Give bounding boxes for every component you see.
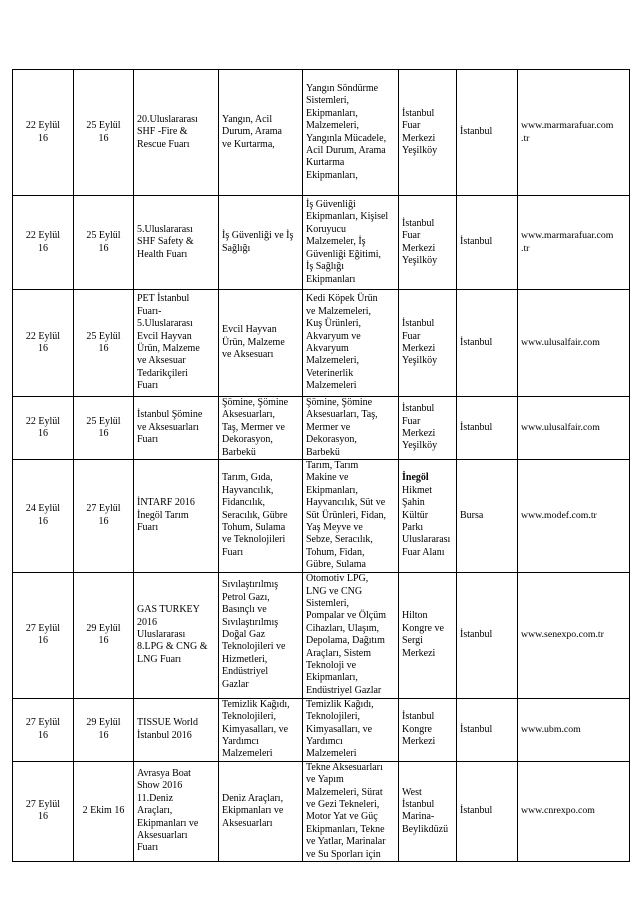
cell-text-line: 22 Eylül xyxy=(25,230,61,242)
cell-text-line: Fuar xyxy=(402,230,421,242)
cell-text-line: Yangın Söndürme xyxy=(306,82,379,94)
cell-text-line: İstanbul xyxy=(460,723,493,735)
cell-text-line: Barbekü xyxy=(306,446,340,458)
city-cell xyxy=(457,397,518,460)
cell-text-line: Malzemeleri xyxy=(306,380,357,392)
cell-text-line: West xyxy=(402,786,422,798)
cell-text-line: İstanbul xyxy=(460,126,493,138)
product-groups-cell xyxy=(303,70,399,196)
cell-text-line: 16 xyxy=(38,428,48,440)
cell-text-line: Ekipmanları ve xyxy=(137,817,199,829)
cell-text-line: Güvenliği Eğitimi, xyxy=(306,248,381,260)
cell-text-line: Fuarı xyxy=(222,546,244,558)
cell-text-line: İstanbul xyxy=(460,628,493,640)
website-cell xyxy=(518,460,630,573)
cell-text-line: 29 Eylül xyxy=(86,717,121,729)
end-date-cell xyxy=(74,196,134,290)
table-row xyxy=(13,397,630,460)
cell-text-line: Ekipmanları, Kişisel xyxy=(306,211,389,223)
end-date-cell xyxy=(74,460,134,573)
cell-text-line: Merkezi xyxy=(402,428,436,440)
cell-text-line: 16 xyxy=(98,242,109,254)
venue-cell xyxy=(399,698,457,761)
cell-text-line: Tedarikçileri xyxy=(137,367,188,379)
cell-text-line: 16 xyxy=(98,729,109,741)
venue-bold-line: İnegöl xyxy=(402,472,429,484)
cell-text-line: İstanbul xyxy=(460,805,493,817)
cell-text-line: Fuar xyxy=(402,330,421,342)
cell-text-line: 2016 xyxy=(137,616,157,628)
cell-text-line: Ürün, Malzeme xyxy=(137,343,200,354)
cell-text-line: 16 xyxy=(38,242,48,254)
product-groups-cell xyxy=(303,761,399,861)
cell-text-line: 16 xyxy=(38,515,48,527)
cell-text-line: ve Gezi Tekneleri, xyxy=(306,798,380,810)
fair-name-cell xyxy=(134,572,219,698)
cell-text-line: Sistemleri, xyxy=(306,597,350,609)
cell-text-line: ve Yapım xyxy=(306,774,344,786)
cell-text-line: Sergi xyxy=(402,635,423,647)
cell-text-line: İş Güvenliği xyxy=(306,199,356,211)
cell-text-line: Yardımcı xyxy=(222,735,259,747)
cell-text-line: 16 xyxy=(98,428,109,440)
cell-text-line: Merkezi xyxy=(402,647,436,659)
fair-topic-cell xyxy=(219,761,303,861)
cell-text-line: Uluslararası xyxy=(402,534,451,546)
cell-text-line: ve Yatlar, Marinalar xyxy=(306,836,386,848)
cell-text-line: ve Aksesuar xyxy=(137,355,186,367)
cell-text-line: Hilton xyxy=(402,610,428,622)
cell-text-line: Barbekü xyxy=(222,446,256,458)
cell-text-line: Akvaryum xyxy=(306,343,349,354)
cell-text-line: Doğal Gaz xyxy=(222,628,266,640)
cell-text-line: İstanbul xyxy=(460,421,493,433)
cell-text-line: LNG Fuarı xyxy=(137,653,182,665)
cell-text-line: Endüstriyel xyxy=(222,666,269,678)
cell-text-line: İnegöl Tarım xyxy=(137,509,189,521)
cell-text-line: Fuarı- xyxy=(137,305,162,317)
cell-text-line: Show 2016 xyxy=(137,780,183,792)
cell-text-line: Yangın, Acil xyxy=(222,113,273,125)
cell-text-line: ve Aksesuarları xyxy=(137,421,199,433)
cell-text-line: Taş, Mermer ve xyxy=(222,421,285,433)
table-row xyxy=(13,290,630,397)
cell-text-line: İstanbul xyxy=(402,107,435,119)
table-row xyxy=(13,196,630,290)
cell-text-line: 22 Eylül xyxy=(25,330,61,342)
cell-text-line: 22 Eylül xyxy=(25,120,61,132)
cell-text-line: Merkezi xyxy=(402,242,436,254)
cell-text-line: Kongre ve xyxy=(402,622,444,634)
cell-text-line: Gazlar xyxy=(222,678,249,690)
cell-text-line: Motor Yat ve Güç xyxy=(306,811,378,823)
cell-text-line: Fuarı xyxy=(137,434,159,446)
start-date-cell xyxy=(13,70,74,196)
cell-text-line: 16 xyxy=(38,132,48,144)
cell-text-line: www.senexpo.com.tr xyxy=(521,628,604,640)
cell-text-line: İstanbul xyxy=(460,336,493,348)
cell-text-line: Dekorasyon, xyxy=(222,434,273,446)
cell-text-line: Ekipmanları, xyxy=(306,672,358,684)
cell-text-line: Sıvılaştırılmış xyxy=(222,579,279,591)
cell-text-line: 16 xyxy=(98,515,109,527)
fair-topic-cell xyxy=(219,698,303,761)
cell-text-line: 24 Eylül xyxy=(25,503,61,515)
fair-name-cell xyxy=(134,70,219,196)
cell-text-line: Şömine, Şömine xyxy=(306,397,373,408)
fair-name-cell xyxy=(134,397,219,460)
table-row xyxy=(13,572,630,698)
fair-topic-cell xyxy=(219,572,303,698)
city-cell xyxy=(457,290,518,397)
product-groups-cell xyxy=(303,196,399,290)
cell-text-line: Ekipmanları, xyxy=(306,169,358,181)
cell-text-line: Mermer ve xyxy=(306,421,351,433)
cell-text-line: İstanbul xyxy=(402,711,435,723)
fair-topic-cell xyxy=(219,70,303,196)
cell-text-line: Basınçlı ve xyxy=(222,604,267,616)
cell-text-line: Kurtarma xyxy=(306,157,345,169)
cell-text-line: İNTARF 2016 xyxy=(137,497,195,509)
end-date-cell xyxy=(74,290,134,397)
cell-text-line: TISSUE World xyxy=(137,717,198,729)
cell-text-line: Petrol Gazı, xyxy=(222,591,270,603)
website-cell xyxy=(518,761,630,861)
cell-text-line: İstanbul 2016 xyxy=(137,729,192,741)
cell-text-line: 16 xyxy=(98,343,109,354)
fair-topic-cell xyxy=(219,290,303,397)
cell-text-line: Teknolojileri, xyxy=(222,711,277,723)
cell-text-line: Ekipmanları, Tekne xyxy=(306,823,385,835)
fair-name-cell xyxy=(134,196,219,290)
cell-text-line: 27 Eylül xyxy=(25,717,61,729)
start-date-cell xyxy=(13,572,74,698)
cell-text-line: Malzemeleri xyxy=(306,748,357,760)
cell-text-line: www.ulusalfair.com xyxy=(521,336,600,348)
start-date-cell xyxy=(13,290,74,397)
cell-text-line: Kuş Ürünleri, xyxy=(306,318,361,330)
cell-text-line: Yeşilköy xyxy=(402,144,438,156)
start-date-cell xyxy=(13,698,74,761)
city-cell xyxy=(457,761,518,861)
cell-text-line: İstanbul Şömine xyxy=(137,409,203,421)
cell-text-line: Fidancılık, xyxy=(222,497,266,509)
cell-text-line: Aksesuarları, Taş, xyxy=(306,409,378,421)
cell-text-line: LNG ve CNG xyxy=(306,585,363,597)
fair-name-cell xyxy=(134,698,219,761)
cell-text-line: 8.LPG & CNG & xyxy=(137,641,208,653)
cell-text-line: SHF -Fire & xyxy=(137,126,188,138)
cell-text-line: Merkezi xyxy=(402,132,436,144)
city-cell xyxy=(457,572,518,698)
cell-text-line: 22 Eylül xyxy=(25,415,61,427)
cell-text-line: ve Kurtarma, xyxy=(222,138,275,150)
cell-text-line: Beylikdüzü xyxy=(402,823,449,835)
cell-text-line: GAS TURKEY xyxy=(137,604,200,616)
cell-text-line: Temizlik Kağıdı, xyxy=(306,698,374,710)
cell-text-line: Yeşilköy xyxy=(402,440,438,452)
cell-text-line: www.marmarafuar.com xyxy=(521,230,614,242)
cell-text-line: Fuarı xyxy=(137,522,159,534)
cell-text-line: Merkezi xyxy=(402,735,436,747)
venue-cell xyxy=(399,761,457,861)
cell-text-line: İstanbul xyxy=(402,217,435,229)
cell-text-line: .tr xyxy=(521,242,530,254)
cell-text-line: 25 Eylül xyxy=(86,330,121,342)
cell-text-line: Fuarı xyxy=(137,842,159,854)
cell-text-line: 16 xyxy=(38,811,48,823)
fair-schedule-table xyxy=(12,69,630,862)
product-groups-cell xyxy=(303,460,399,573)
cell-text-line: Hikmet xyxy=(402,484,432,496)
cell-text-line: Yaş Meyve ve xyxy=(306,522,363,534)
cell-text-line: Kongre xyxy=(402,723,432,735)
cell-text-line: ve Su Sporları için xyxy=(306,848,381,860)
cell-text-line: Ekipmanları, xyxy=(306,107,358,119)
cell-text-line: ve Aksesuarı xyxy=(222,349,274,361)
start-date-cell xyxy=(13,397,74,460)
cell-text-line: Tohum, Fidan, xyxy=(306,546,365,558)
cell-text-line: Süt Ürünleri, Fidan, xyxy=(306,509,386,521)
cell-text-line: Veterinerlik xyxy=(306,367,354,379)
venue-cell xyxy=(399,460,457,573)
cell-text-line: Parkı xyxy=(402,522,424,534)
cell-text-line: Ekipmanları ve xyxy=(222,805,284,817)
cell-text-line: İstanbul xyxy=(402,318,435,330)
end-date-cell xyxy=(74,397,134,460)
cell-text-line: Fuar Alanı xyxy=(402,546,445,558)
fair-topic-cell xyxy=(219,460,303,573)
cell-text-line: 11.Deniz xyxy=(137,792,174,804)
cell-text-line: www.cnrexpo.com xyxy=(521,805,595,817)
cell-text-line: www.ulusalfair.com xyxy=(521,421,600,433)
cell-text-line: İş Sağlığı xyxy=(306,261,345,273)
website-cell xyxy=(518,572,630,698)
cell-text-line: Tarım, Gıda, xyxy=(222,472,273,484)
cell-text-line: Araçları, Sistem xyxy=(306,647,371,659)
cell-text-line: Otomotiv LPG, xyxy=(306,573,369,585)
cell-text-line: Fuarı xyxy=(137,380,159,392)
cell-text-line: Depolama, Dağıtım xyxy=(306,635,385,647)
website-cell xyxy=(518,70,630,196)
end-date-cell xyxy=(74,572,134,698)
cell-text-line: .tr xyxy=(521,132,530,144)
cell-text-line: Gübre, Sulama xyxy=(306,559,366,571)
cell-text-line: Kedi Köpek Ürün xyxy=(306,293,378,305)
fair-name-cell xyxy=(134,460,219,573)
cell-text-line: Health Fuarı xyxy=(137,248,188,260)
website-cell xyxy=(518,290,630,397)
website-cell xyxy=(518,397,630,460)
end-date-cell xyxy=(74,698,134,761)
cell-text-line: Acil Durum, Arama xyxy=(306,144,386,156)
cell-text-line: Uluslararası xyxy=(137,628,186,640)
cell-text-line: 16 xyxy=(38,729,48,741)
cell-text-line: Teknoloji ve xyxy=(306,660,357,671)
cell-text-line: www.marmarafuar.com xyxy=(521,120,614,132)
table-row xyxy=(13,460,630,573)
cell-text-line: Malzemeleri, xyxy=(306,355,360,367)
city-cell xyxy=(457,70,518,196)
cell-text-line: Aksesuarları xyxy=(137,829,188,841)
cell-text-line: Sıvılaştırılmış xyxy=(222,616,279,628)
start-date-cell xyxy=(13,761,74,861)
cell-text-line: Ürün, Malzeme xyxy=(222,336,285,348)
cell-text-line: Hayvancılık, Süt ve xyxy=(306,497,386,509)
website-cell xyxy=(518,698,630,761)
cell-text-line: Aksesuarları, xyxy=(222,409,276,421)
cell-text-line: 16 xyxy=(38,635,48,647)
cell-text-line: Malzemeleri, Sürat xyxy=(306,786,383,798)
cell-text-line: Ekipmanları, xyxy=(306,484,358,496)
cell-text-line: İstanbul xyxy=(460,236,493,248)
cell-text-line: Sebze, Seracılık, xyxy=(306,534,373,546)
table-row xyxy=(13,70,630,196)
product-groups-cell xyxy=(303,290,399,397)
venue-cell xyxy=(399,70,457,196)
fair-topic-cell xyxy=(219,397,303,460)
cell-text-line: Seracılık, Gübre xyxy=(222,509,288,521)
fair-name-cell xyxy=(134,290,219,397)
product-groups-cell xyxy=(303,572,399,698)
cell-text-line: İstanbul xyxy=(402,403,435,415)
table-row xyxy=(13,761,630,861)
venue-cell xyxy=(399,572,457,698)
cell-text-line: Hizmetleri, xyxy=(222,653,268,665)
cell-text-line: 16 xyxy=(98,635,109,647)
cell-text-line: Temizlik Kağıdı, xyxy=(222,698,290,710)
cell-text-line: Araçları, xyxy=(137,805,173,817)
city-cell xyxy=(457,460,518,573)
website-cell xyxy=(518,196,630,290)
table-row xyxy=(13,698,630,761)
cell-text-line: Fuar xyxy=(402,415,421,427)
city-cell xyxy=(457,698,518,761)
start-date-cell xyxy=(13,196,74,290)
city-cell xyxy=(457,196,518,290)
product-groups-cell xyxy=(303,397,399,460)
cell-text-line: Koruyucu xyxy=(306,223,346,235)
cell-text-line: PET İstanbul xyxy=(137,293,190,305)
product-groups-cell xyxy=(303,698,399,761)
cell-text-line: Yeşilköy xyxy=(402,355,438,367)
cell-text-line: 27 Eylül xyxy=(86,503,121,515)
cell-text-line: SHF Safety & xyxy=(137,236,194,248)
cell-text-line: 16 xyxy=(98,132,109,144)
cell-text-line: Marina- xyxy=(402,811,435,823)
cell-text-line: İş Güvenliği ve İş xyxy=(222,230,294,242)
cell-text-line: Durum, Arama xyxy=(222,126,282,138)
cell-text-line: Kimyasalları, ve xyxy=(222,723,289,735)
venue-cell xyxy=(399,196,457,290)
cell-text-line: Şahin xyxy=(402,497,425,509)
cell-text-line: Yangınla Mücadele, xyxy=(306,132,387,144)
cell-text-line: Ekipmanları xyxy=(306,273,356,285)
cell-text-line: 20.Uluslararası xyxy=(137,113,198,125)
cell-text-line: Endüstriyel Gazlar xyxy=(306,684,382,696)
cell-text-line: Teknolojileri, xyxy=(306,711,361,723)
cell-text-line: Tarım, Tarım xyxy=(306,460,359,472)
cell-text-line: Kimyasalları, ve xyxy=(306,723,373,735)
cell-text-line: Rescue Fuarı xyxy=(137,138,190,150)
cell-text-line: Sağlığı xyxy=(222,242,251,254)
cell-text-line: Dekorasyon, xyxy=(306,434,357,446)
cell-text-line: Evcil Hayvan xyxy=(137,330,192,342)
start-date-cell xyxy=(13,460,74,573)
cell-text-line: Fuar xyxy=(402,120,421,132)
cell-text-line: Yardımcı xyxy=(306,735,343,747)
cell-text-line: 5.Uluslararası xyxy=(137,318,193,330)
end-date-cell xyxy=(74,761,134,861)
cell-text-line: Tekne Aksesuarları xyxy=(306,761,383,773)
cell-text-line: Malzemeler, İş xyxy=(306,236,366,248)
cell-text-line: ve Teknolojileri xyxy=(222,534,286,546)
cell-text-line: Cihazları, Ulaşım, xyxy=(306,622,380,634)
cell-text-line: Malzemeleri xyxy=(222,748,273,760)
cell-text-line: Bursa xyxy=(460,509,484,521)
fair-name-cell xyxy=(134,761,219,861)
cell-text-line: Pompalar ve Ölçüm xyxy=(306,610,386,622)
fair-topic-cell xyxy=(219,196,303,290)
cell-text-line: 27 Eylül xyxy=(25,798,61,810)
cell-text-line: 2 Ekim 16 xyxy=(82,805,125,817)
cell-text-line: Makine ve xyxy=(306,472,349,484)
venue-cell xyxy=(399,290,457,397)
venue-cell xyxy=(399,397,457,460)
cell-text-line: Tohum, Sulama xyxy=(222,522,286,534)
cell-text-line: Avrasya Boat xyxy=(137,767,191,779)
cell-text-line: 25 Eylül xyxy=(86,230,121,242)
cell-text-line: Akvaryum ve xyxy=(306,330,361,342)
cell-text-line: Yeşilköy xyxy=(402,254,438,266)
cell-text-line: Kültür xyxy=(402,509,429,521)
cell-text-line: Evcil Hayvan xyxy=(222,324,277,336)
cell-text-line: www.modef.com.tr xyxy=(521,509,597,521)
cell-text-line: Sistemleri, xyxy=(306,95,350,107)
cell-text-line: www.ubm.com xyxy=(521,723,581,735)
cell-text-line: Aksesuarları xyxy=(222,817,273,829)
cell-text-line: Teknolojileri ve xyxy=(222,641,286,653)
end-date-cell xyxy=(74,70,134,196)
cell-text-line: 29 Eylül xyxy=(86,622,121,634)
cell-text-line: İstanbul xyxy=(402,798,435,810)
cell-text-line: Şömine, Şömine xyxy=(222,397,289,408)
cell-text-line: 25 Eylül xyxy=(86,120,121,132)
cell-text-line: Malzemeleri, xyxy=(306,120,360,132)
cell-text-line: Merkezi xyxy=(402,343,436,354)
cell-text-line: 25 Eylül xyxy=(86,415,121,427)
cell-text-line: 16 xyxy=(38,343,48,354)
cell-text-line: Hayvancılık, xyxy=(222,484,274,496)
cell-text-line: Deniz Araçları, xyxy=(222,792,284,804)
cell-text-line: 27 Eylül xyxy=(25,622,61,634)
cell-text-line: 5.Uluslararası xyxy=(137,223,193,235)
cell-text-line: ve Malzemeleri, xyxy=(306,305,371,317)
